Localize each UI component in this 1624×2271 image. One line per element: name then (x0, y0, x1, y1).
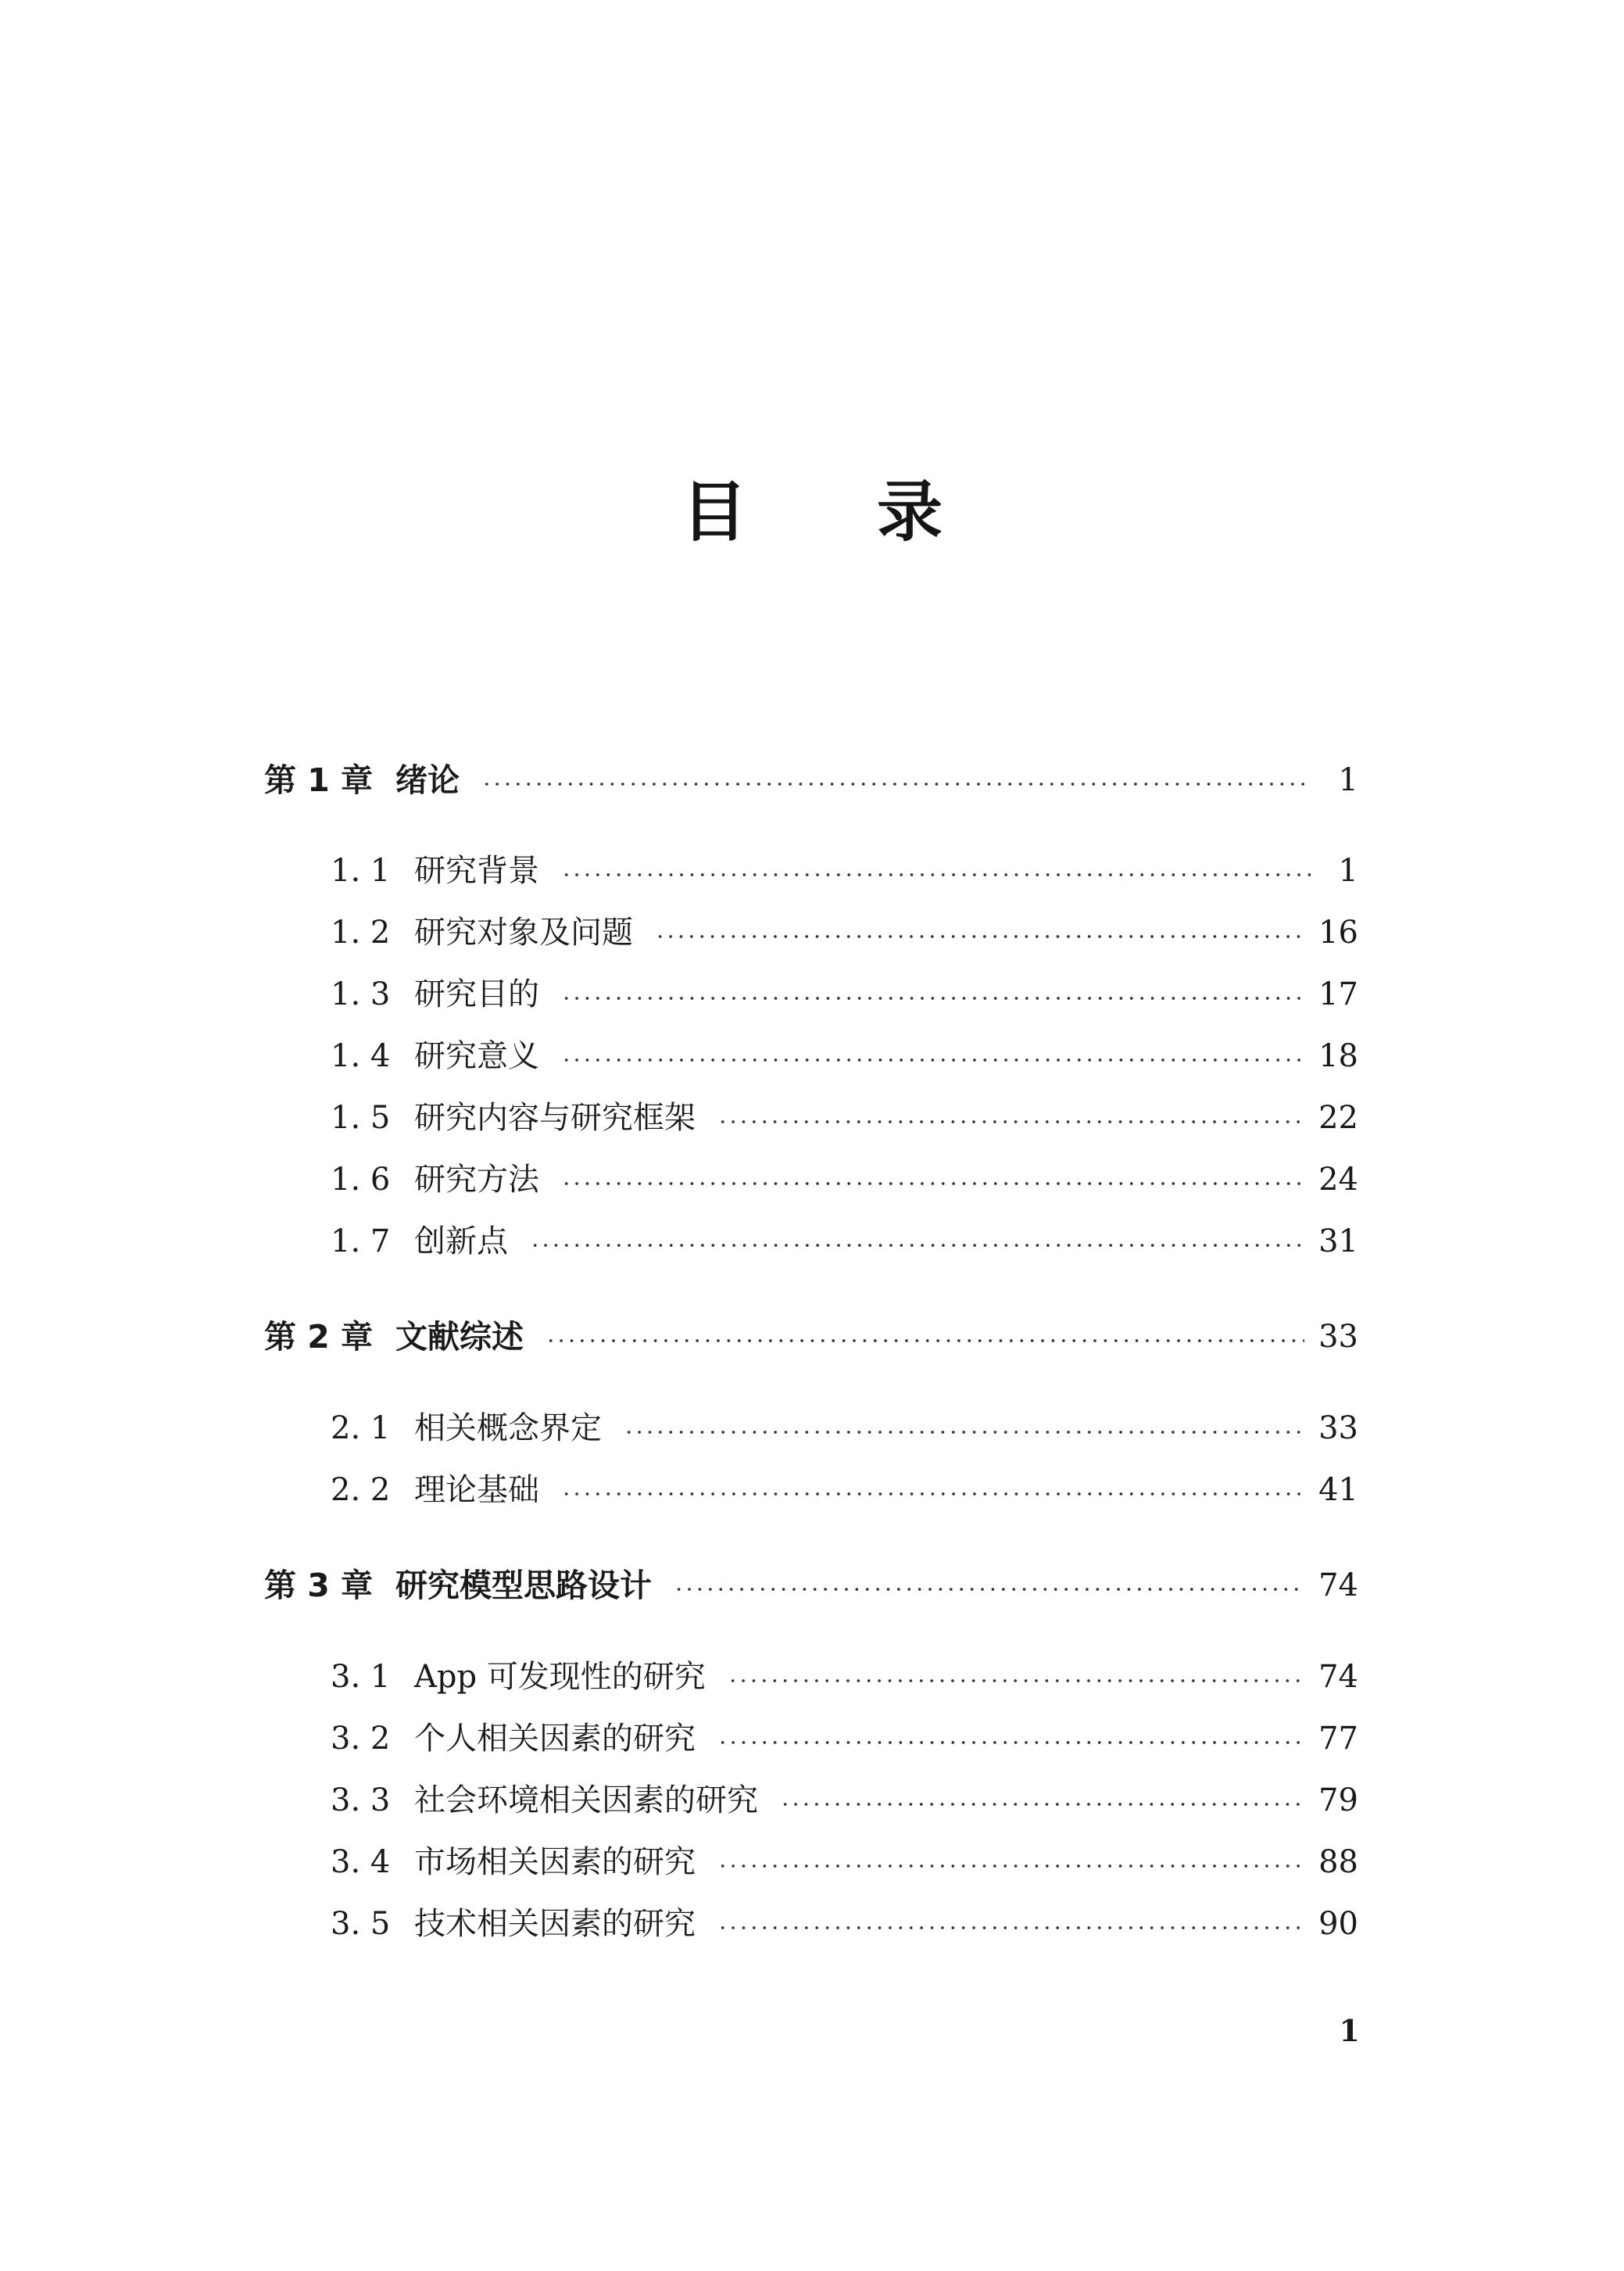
section-title: 创新点 (414, 1223, 508, 1259)
dot-leader (717, 1925, 1304, 1930)
page-number: 24 (1318, 1162, 1358, 1198)
dot-leader (546, 1338, 1304, 1343)
section-title: 研究背景 (414, 853, 539, 889)
toc-section-row[interactable] (331, 1715, 1358, 1762)
section-title: 社会环境相关因素的研究 (414, 1782, 758, 1818)
toc-section-row[interactable] (331, 1405, 1358, 1452)
dot-leader (674, 1587, 1304, 1592)
dot-leader (624, 1430, 1304, 1435)
page-number: 1 (1338, 762, 1358, 798)
toc-chapter-row[interactable] (264, 757, 1358, 804)
dot-leader (655, 934, 1304, 939)
page-number: 74 (1318, 1567, 1358, 1603)
toc-section-row[interactable] (331, 1653, 1358, 1700)
toc-section-row[interactable] (331, 1777, 1358, 1824)
chapter-number: 第 1 章 (264, 761, 374, 799)
toc-chapter-row[interactable] (264, 1562, 1358, 1609)
section-number: 2. 1 (331, 1410, 391, 1446)
section-title: App 可发现性的研究 (414, 1659, 706, 1695)
toc-section-row[interactable] (331, 1033, 1358, 1080)
section-title: 相关概念界定 (414, 1410, 602, 1446)
section-number: 3. 5 (331, 1906, 391, 1942)
dot-leader (561, 1058, 1304, 1062)
page-number: 31 (1318, 1223, 1358, 1259)
section-number: 1. 5 (331, 1100, 391, 1136)
page-number: 17 (1318, 976, 1358, 1012)
dot-leader (717, 1740, 1304, 1745)
page-number: 41 (1318, 1472, 1358, 1508)
toc-chapter-row[interactable] (264, 1313, 1358, 1360)
section-number: 3. 2 (331, 1721, 391, 1757)
section-number: 1. 1 (331, 853, 391, 889)
page-number: 22 (1318, 1100, 1358, 1136)
section-number: 1. 6 (331, 1162, 391, 1198)
section-title: 个人相关因素的研究 (414, 1721, 696, 1757)
section-number: 3. 4 (331, 1844, 391, 1880)
section-title: 技术相关因素的研究 (414, 1906, 696, 1942)
toc-section-row[interactable] (331, 1094, 1358, 1141)
section-number: 1. 4 (331, 1038, 391, 1074)
dot-leader (561, 996, 1304, 1001)
chapter-title: 文献综述 (395, 1318, 524, 1356)
page-number: 18 (1318, 1038, 1358, 1074)
section-number: 2. 2 (331, 1472, 391, 1508)
dot-leader (561, 1492, 1304, 1496)
dot-leader (717, 1119, 1304, 1124)
page-number: 77 (1318, 1721, 1358, 1757)
page-number: 79 (1318, 1782, 1358, 1818)
section-title: 市场相关因素的研究 (414, 1844, 696, 1880)
toc-section-row[interactable] (331, 971, 1358, 1018)
toc-section-row[interactable] (331, 1467, 1358, 1513)
toc-section-row[interactable] (331, 1156, 1358, 1203)
dot-leader (780, 1802, 1304, 1807)
page-title-char-2: 录 (877, 474, 943, 550)
section-title: 研究内容与研究框架 (414, 1100, 696, 1136)
dot-leader (530, 1243, 1304, 1248)
toc-section-row[interactable] (331, 909, 1358, 956)
toc-section-row[interactable] (331, 1839, 1358, 1886)
section-number: 1. 7 (331, 1223, 391, 1259)
chapter-number: 第 3 章 (264, 1567, 374, 1604)
dot-leader (728, 1678, 1304, 1683)
page-number: 74 (1318, 1659, 1358, 1695)
dot-leader (717, 1864, 1304, 1868)
section-number: 1. 3 (331, 976, 391, 1012)
toc-section-row[interactable] (331, 1900, 1358, 1947)
page-title-char-1: 目 (681, 474, 748, 550)
page-number: 88 (1318, 1844, 1358, 1880)
page-number: 90 (1318, 1906, 1358, 1942)
page-number: 1 (1338, 853, 1358, 889)
dot-leader (561, 1181, 1304, 1186)
page-folio: 1 (1339, 2013, 1360, 2048)
section-title: 研究意义 (414, 1038, 539, 1074)
section-title: 理论基础 (414, 1472, 539, 1508)
section-title: 研究目的 (414, 976, 539, 1012)
toc-section-row[interactable] (331, 1218, 1358, 1265)
section-title: 研究对象及问题 (414, 915, 633, 951)
section-title: 研究方法 (414, 1162, 539, 1198)
page-number: 16 (1318, 915, 1358, 951)
section-number: 3. 1 (331, 1659, 391, 1695)
dot-leader (561, 872, 1311, 877)
chapter-title: 绪论 (395, 761, 460, 799)
section-number: 1. 2 (331, 915, 391, 951)
section-number: 3. 3 (331, 1782, 391, 1818)
page-number: 33 (1318, 1410, 1358, 1446)
page-number: 33 (1318, 1319, 1358, 1355)
chapter-title: 研究模型思路设计 (395, 1567, 652, 1604)
chapter-number: 第 2 章 (264, 1318, 374, 1356)
toc-section-row[interactable] (331, 847, 1358, 894)
dot-leader (481, 782, 1311, 786)
